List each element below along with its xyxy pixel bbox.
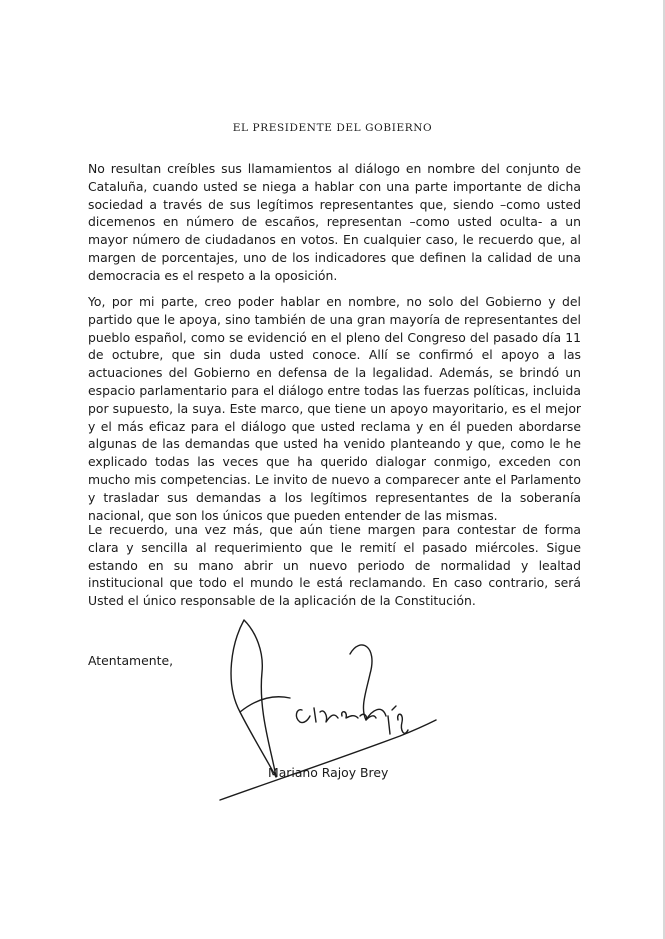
paragraph-1: No resultan creíbles sus llamamientos al diálogo en nombre del conjunto de Cataluña, cuando usted se niega a hablar con una parte importante de dicha sociedad a través de sus legítimos representantes que, siendo –como usted dicemenos en número de escaños, representan –como usted oculta- a un mayor número de ciudadanos en votos. En cualquier caso, le recuerdo que, al margen de porcentajes, uno de los indicadores que definen la calidad de una democracia es el respeto a la oposición.	[88, 161, 581, 283]
paragraph-2: Yo, por mi parte, creo poder hablar en nombre, no solo del Gobierno y del partido que le apoya, sino también de una gran mayoría de representantes del pueblo español, como se evidenció en el pleno del Congreso del pasado día 11 de octubre, que sin duda usted conoce. Allí se confirmó el apoyo a las actuaciones del Gobierno en defensa de la legalidad. Además, se brindó un espacio parlamentario para el diálogo entre todas las fuerzas políticas, incluida por supuesto, la suya. Este marco, que tiene un apoyo mayoritario, es el mejor y el más eficaz para el diálogo que usted reclama y en él pueden abordarse algunas de las demandas que usted ha venido planteando y que, como le he explicado todas las veces que ha querido dialogar conmigo, exceden con mucho mis competencias. Le invito de nuevo a comparecer ante el Parlamento y trasladar sus demandas a los legítimos representantes de la soberanía nacional, que son los únicos que pueden entender de las mismas.	[88, 294, 581, 523]
paragraph-3: Le recuerdo, una vez más, que aún tiene margen para contestar de forma clara y sencilla al requerimiento que le remití el pasado miércoles. Sigue estando en su mano abrir un nuevo periodo de normalidad y lealtad institucional que todo el mundo le está reclamando. En caso contrario, será Usted el único responsable de la aplicación de la Constitución.	[88, 522, 581, 609]
signer-name: Mariano Rajoy Brey	[268, 765, 389, 780]
closing-salutation: Atentamente,	[88, 653, 174, 668]
letterhead: EL PRESIDENTE DEL GOBIERNO	[232, 122, 433, 134]
handwritten-signature-icon	[210, 612, 440, 812]
